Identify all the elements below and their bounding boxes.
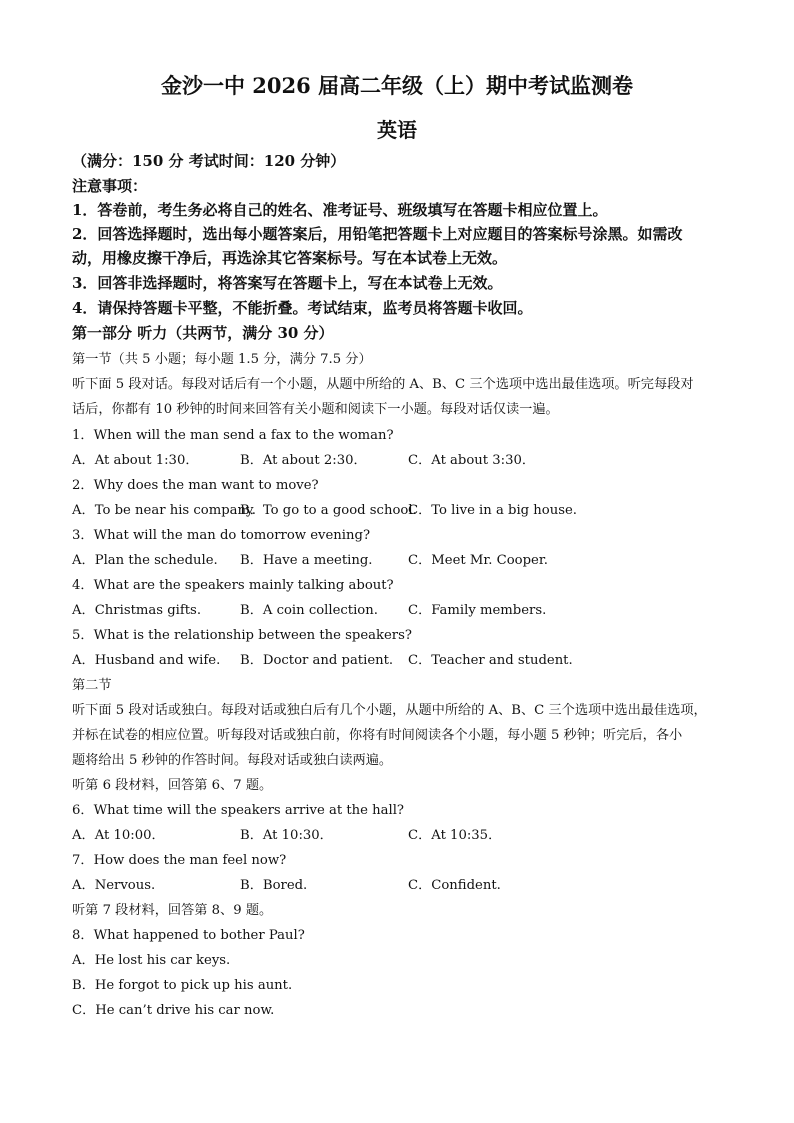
q6-option-b: B．At 10:30． <box>240 828 333 843</box>
section1-instructions: 听下面 5 段对话。每段对话后有一个小题，从题中所给的 A、B、C 三个选项中选出最佳选项。听完每段对 <box>72 377 694 392</box>
notice-item: 1．答卷前，考生务必将自己的姓名、准考证号、班级填写在答题卡相应位置上。 <box>72 201 608 219</box>
q6-option-c: C．At 10:35． <box>408 828 502 843</box>
q7-option-a: A．Nervous. <box>72 878 156 893</box>
q3-option-a: A．Plan the schedule. <box>72 553 218 568</box>
question-3: 3．What will the man do tomorrow evening? <box>72 528 371 543</box>
q3-option-b: B．Have a meeting. <box>240 553 373 568</box>
q2-option-a: A．To be near his company. <box>72 503 256 518</box>
part1-heading: 第一部分 听力（共两节，满分 30 分） <box>72 324 334 342</box>
q2-option-c: C．To live in a big house. <box>408 503 578 518</box>
notice-heading: 注意事项： <box>72 177 148 195</box>
q7-option-c: C．Confident. <box>408 878 501 893</box>
section2-heading: 第二节 <box>72 678 112 693</box>
material-7-note: 听第 7 段材料，回答第 8、9 题。 <box>72 903 273 918</box>
q4-option-c: C．Family members. <box>408 603 547 618</box>
q4-option-b: B．A coin collection. <box>240 603 378 618</box>
section2-instructions: 题将给出 5 秒钟的作答时间。每段对话或独白读两遍。 <box>72 753 393 768</box>
q5-option-c: C．Teacher and student. <box>408 653 573 668</box>
notice-item: 动，用橡皮擦干净后，再选涂其它答案标号。写在本试卷上无效。 <box>72 249 508 267</box>
notice-item: 4．请保持答题卡平整，不能折叠。考试结束，监考员将答题卡收回。 <box>72 299 533 317</box>
question-6: 6．What time will the speakers arrive at the hall? <box>72 803 404 818</box>
q4-option-a: A．Christmas gifts. <box>72 603 202 618</box>
section2-instructions: 听下面 5 段对话或独白。每段对话或独白后有几个小题，从题中所给的 A、B、C 三个选项中选出最佳选项， <box>72 703 707 718</box>
question-8: 8．What happened to bother Paul? <box>72 928 305 943</box>
notice-item: 3．回答非选择题时，将答案写在答题卡上，写在本试卷上无效。 <box>72 274 503 292</box>
q8-option-b: B．He forgot to pick up his aunt. <box>72 978 293 993</box>
section1-instructions: 话后，你都有 10 秒钟的时间来回答有关小题和阅读下一小题。每段对话仅读一遍。 <box>72 402 559 417</box>
question-5: 5．What is the relationship between the speakers? <box>72 628 412 643</box>
question-4: 4．What are the speakers mainly talking about? <box>72 578 394 593</box>
q1-option-a: A．At about 1:30． <box>72 453 199 468</box>
subject-title: 英语 <box>377 118 417 142</box>
question-7: 7．How does the man feel now? <box>72 853 287 868</box>
q1-option-b: B．At about 2:30． <box>240 453 367 468</box>
exam-title: 金沙一中 2026 届高二年级（上）期中考试监测卷 <box>160 73 634 98</box>
question-2: 2．Why does the man want to move? <box>72 478 319 493</box>
material-6-note: 听第 6 段材料，回答第 6、7 题。 <box>72 778 273 793</box>
q8-option-c: C．He can’t drive his car now. <box>72 1003 275 1018</box>
section2-instructions: 并标在试卷的相应位置。听每段对话或独白前，你将有时间阅读各个小题，每小题 5 秒钟；听完后，各小 <box>72 728 683 743</box>
q5-option-b: B．Doctor and patient. <box>240 653 394 668</box>
q6-option-a: A．At 10:00． <box>72 828 165 843</box>
q8-option-a: A．He lost his car keys. <box>72 953 231 968</box>
q7-option-b: B．Bored. <box>240 878 308 893</box>
q3-option-c: C．Meet Mr. Cooper. <box>408 553 548 568</box>
q2-option-b: B．To go to a good school. <box>240 503 417 518</box>
section1-heading: 第一节（共 5 小题；每小题 1.5 分，满分 7.5 分） <box>72 352 372 367</box>
notice-item: 2．回答选择题时，选出每小题答案后，用铅笔把答题卡上对应题目的答案标号涂黑。如需改 <box>72 225 683 243</box>
q1-option-c: C．At about 3:30． <box>408 453 536 468</box>
question-1: 1．When will the man send a fax to the woman? <box>72 428 394 443</box>
exam-meta: （满分：150 分 考试时间：120 分钟） <box>72 152 346 170</box>
q5-option-a: A．Husband and wife. <box>72 653 221 668</box>
